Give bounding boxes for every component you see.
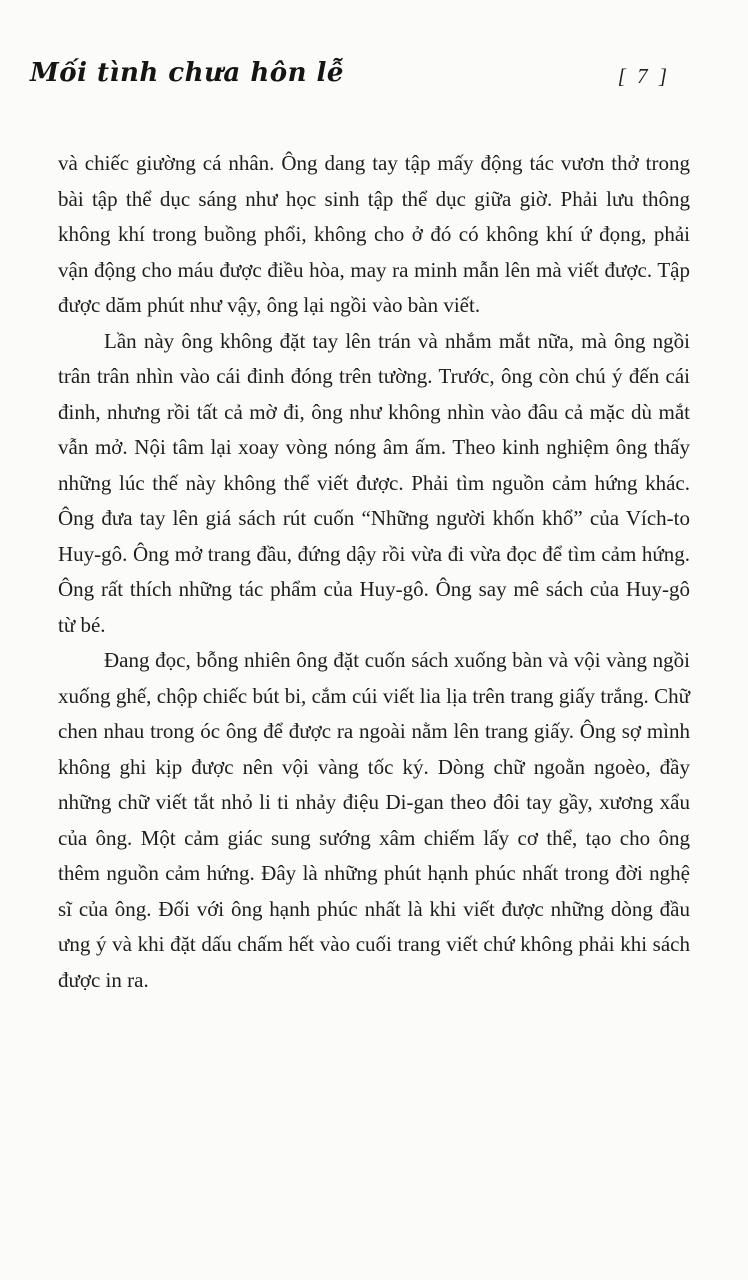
- page-number: [ 7 ]: [617, 64, 670, 88]
- paragraph-1: và chiếc giường cá nhân. Ông dang tay tập mấy động tác vươn thở trong bài tập thể dục sáng như học sinh tập thể dục giữa giờ. Phải lưu thông không khí trong buồng phổi, không cho ở đó có không khí ứ đọng, phải vận động cho máu được điều hòa, may ra minh mẫn lên mà viết được. Tập được dăm phút như vậy, ông lại ngồi vào bàn viết.: [58, 151, 690, 317]
- paragraph-3: Đang đọc, bỗng nhiên ông đặt cuốn sách xuống bàn và vội vàng ngồi xuống ghế, chộp chiếc bút bi, cắm cúi viết lia lịa trên trang giấy trắng. Chữ chen nhau trong óc ông để được ra ngoài nằm lên trang giấy. Ông sợ mình không ghi kịp được nên vội vàng tốc ký. Dòng chữ ngoằn ngoèo, đầy những chữ viết tắt nhỏ li ti nhảy điệu Di-gan theo đôi tay gầy, xương xẩu của ông. Một cảm giác sung sướng xâm chiếm lấy cơ thể, tạo cho ông thêm nguồn cảm hứng. Đây là những phút hạnh phúc nhất trong đời nghệ sĩ của ông. Đối với ông hạnh phúc nhất là khi viết được những dòng đầu ưng ý và khi đặt dấu chấm hết vào cuối trang viết chứ không phải khi sách được in ra.: [58, 648, 690, 992]
- body-text: [58, 146, 690, 998]
- running-header: [30, 58, 670, 102]
- paragraph-2: Lần này ông không đặt tay lên trán và nhắm mắt nữa, mà ông ngồi trân trân nhìn vào cái đinh đóng trên tường. Trước, ông còn chú ý đến cái đinh, nhưng rồi tất cả mờ đi, ông như không nhìn vào đâu cả mặc dù mắt vẫn mở. Nội tâm lại xoay vòng nóng âm ấm. Theo kinh nghiệm ông thấy những lúc thế này không thể viết được. Phải tìm nguồn cảm hứng khác. Ông đưa tay lên giá sách rút cuốn “Những người khốn khổ” của Vích-to Huy-gô. Ông mở trang đầu, đứng dậy rồi vừa đi vừa đọc để tìm cảm hứng. Ông rất thích những tác phẩm của Huy-gô. Ông say mê sách của Huy-gô từ bé.: [58, 328, 690, 637]
- book-title: Mối tình chưa hôn lễ: [30, 58, 344, 88]
